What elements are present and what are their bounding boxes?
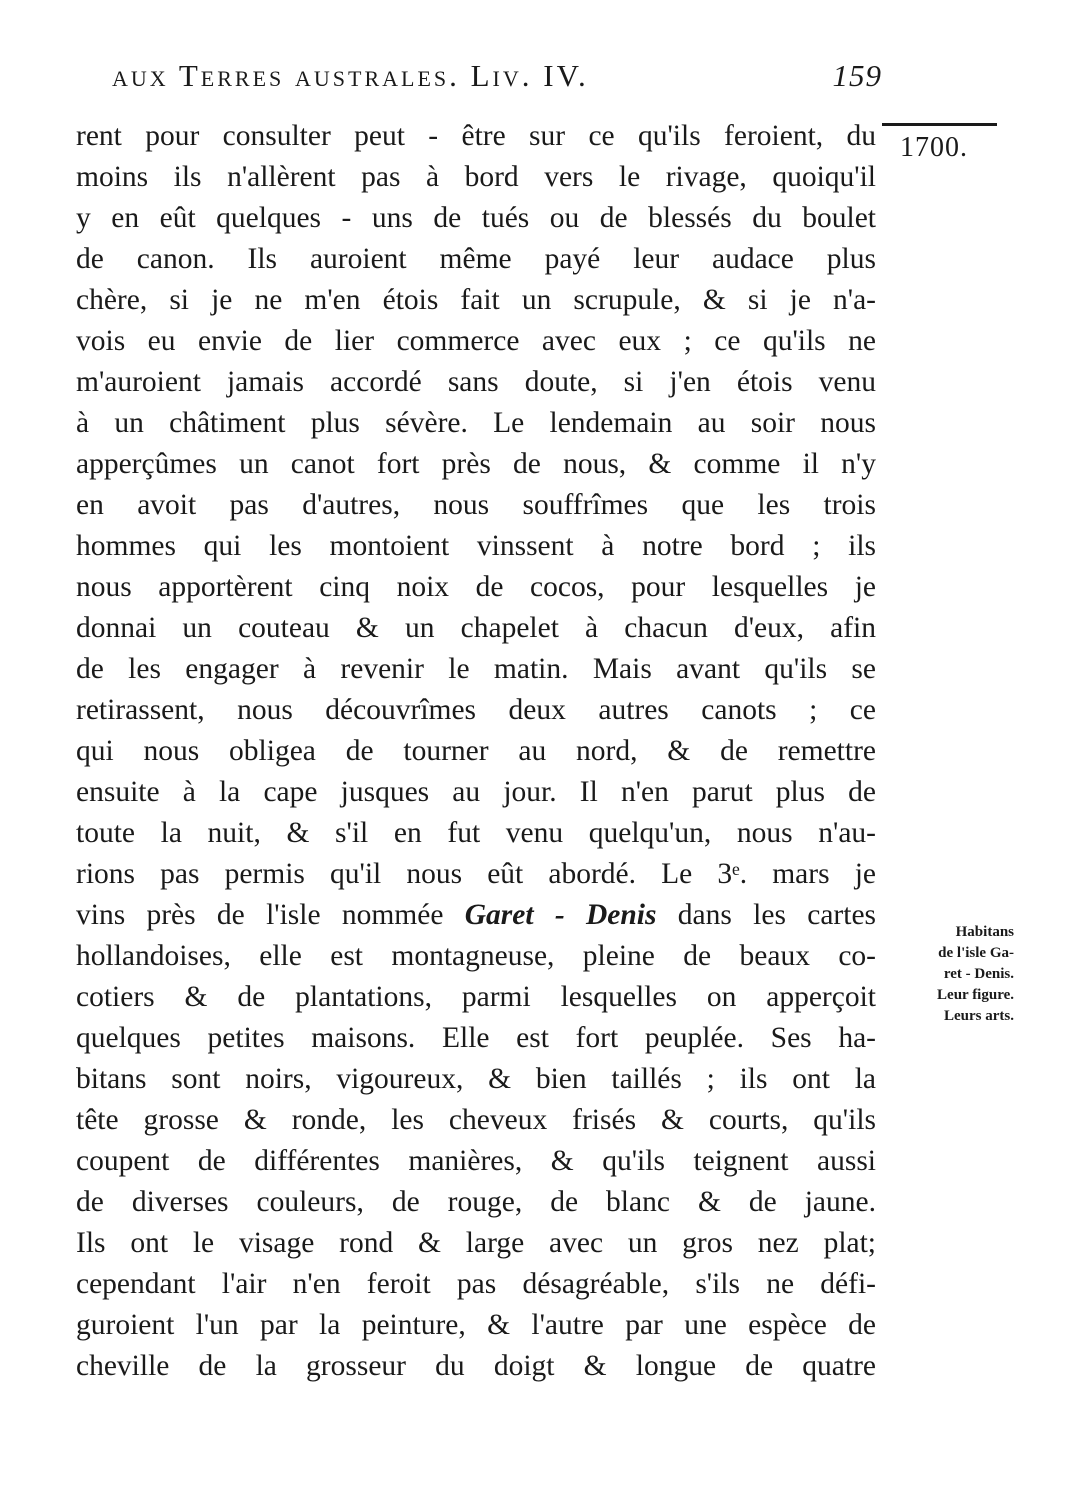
running-head <box>112 58 882 102</box>
margin-note-line: de l'isle Ga- <box>938 945 1014 961</box>
text-line: qui nous obligea de tourner au nord, & de remettre <box>76 735 876 767</box>
text-line: hommes qui les montoient vinssent à notre bord ; ils <box>76 530 876 562</box>
text-line: rent pour consulter peut - être sur ce qu'ils feroient, du <box>76 120 876 152</box>
text-line: bitans sont noirs, vigoureux, & bien taillés ; ils ont la <box>76 1063 876 1095</box>
text-line: de diverses couleurs, de rouge, de blanc & de jaune. <box>76 1186 876 1218</box>
margin-year: 1700. <box>900 132 968 163</box>
text-line: nous apportèrent cinq noix de cocos, pour lesquelles je <box>76 571 876 603</box>
running-head-title: aux Terres australes. Liv. IV. <box>112 58 589 93</box>
text-line: guroient l'un par la peinture, & l'autre par une espèce de <box>76 1309 876 1341</box>
text-line: toute la nuit, & s'il en fut venu quelqu'un, nous n'au- <box>76 817 876 849</box>
island-name: Garet - Denis <box>464 899 657 931</box>
text-line: cependant l'air n'en feroit pas désagréable, s'ils ne défi- <box>76 1268 876 1300</box>
text-line: moins ils n'allèrent pas à bord vers le rivage, quoiqu'il <box>76 161 876 193</box>
text-line: chère, si je ne m'en étois fait un scrupule, & si je n'a- <box>76 284 876 316</box>
text-line: cheville de la grosseur du doigt & longue de quatre <box>76 1350 876 1382</box>
text-line: cotiers & de plantations, parmi lesquelles on apperçoit <box>76 981 876 1013</box>
text-line: coupent de différentes manières, & qu'ils teignent aussi <box>76 1145 876 1177</box>
text-line: vois eu envie de lier commerce avec eux ; ce qu'ils ne <box>76 325 876 357</box>
text-line: apperçûmes un canot fort près de nous, & comme il n'y <box>76 448 876 480</box>
margin-rule <box>882 123 997 126</box>
margin-note-line: ret - Denis. <box>943 966 1014 982</box>
text-line: quelques petites maisons. Elle est fort peuplée. Ses ha- <box>76 1022 876 1054</box>
text-line: de canon. Ils auroient même payé leur audace plus <box>76 243 876 275</box>
text-line: rions pas permis qu'il nous eût abordé. Le 3ᵉ. mars je <box>76 858 876 890</box>
body-text <box>76 116 876 1387</box>
margin-note-line: Habitans <box>955 924 1014 940</box>
text-line: donnai un couteau & un chapelet à chacun d'eux, afin <box>76 612 876 644</box>
text-line: y en eût quelques - uns de tués ou de blessés du boulet <box>76 202 876 234</box>
text-line-island <box>76 895 876 936</box>
text-line: Ils ont le visage rond & large avec un gros nez plat; <box>76 1227 876 1259</box>
text-line: tête grosse & ronde, les cheveux frisés & courts, qu'ils <box>76 1104 876 1136</box>
page-number: 159 <box>832 58 882 93</box>
margin-note <box>884 922 1014 1027</box>
text-line: m'auroient jamais accordé sans doute, si j'en étois venu <box>76 366 876 398</box>
text-line: ensuite à la cape jusques au jour. Il n'en parut plus de <box>76 776 876 808</box>
line-segment: dans les cartes <box>677 899 876 931</box>
text-line: de les engager à revenir le matin. Mais avant qu'ils se <box>76 653 876 685</box>
text-line: hollandoises, elle est montagneuse, pleine de beaux co- <box>76 940 876 972</box>
text-line: à un châtiment plus sévère. Le lendemain au soir nous <box>76 407 876 439</box>
line-segment: vins près de l'isle nommée <box>76 899 444 931</box>
margin-note-line: Leurs arts. <box>944 1008 1014 1024</box>
text-line: en avoit pas d'autres, nous souffrîmes que les trois <box>76 489 876 521</box>
text-line: retirassent, nous découvrîmes deux autres canots ; ce <box>76 694 876 726</box>
margin-note-line: Leur figure. <box>937 987 1014 1003</box>
